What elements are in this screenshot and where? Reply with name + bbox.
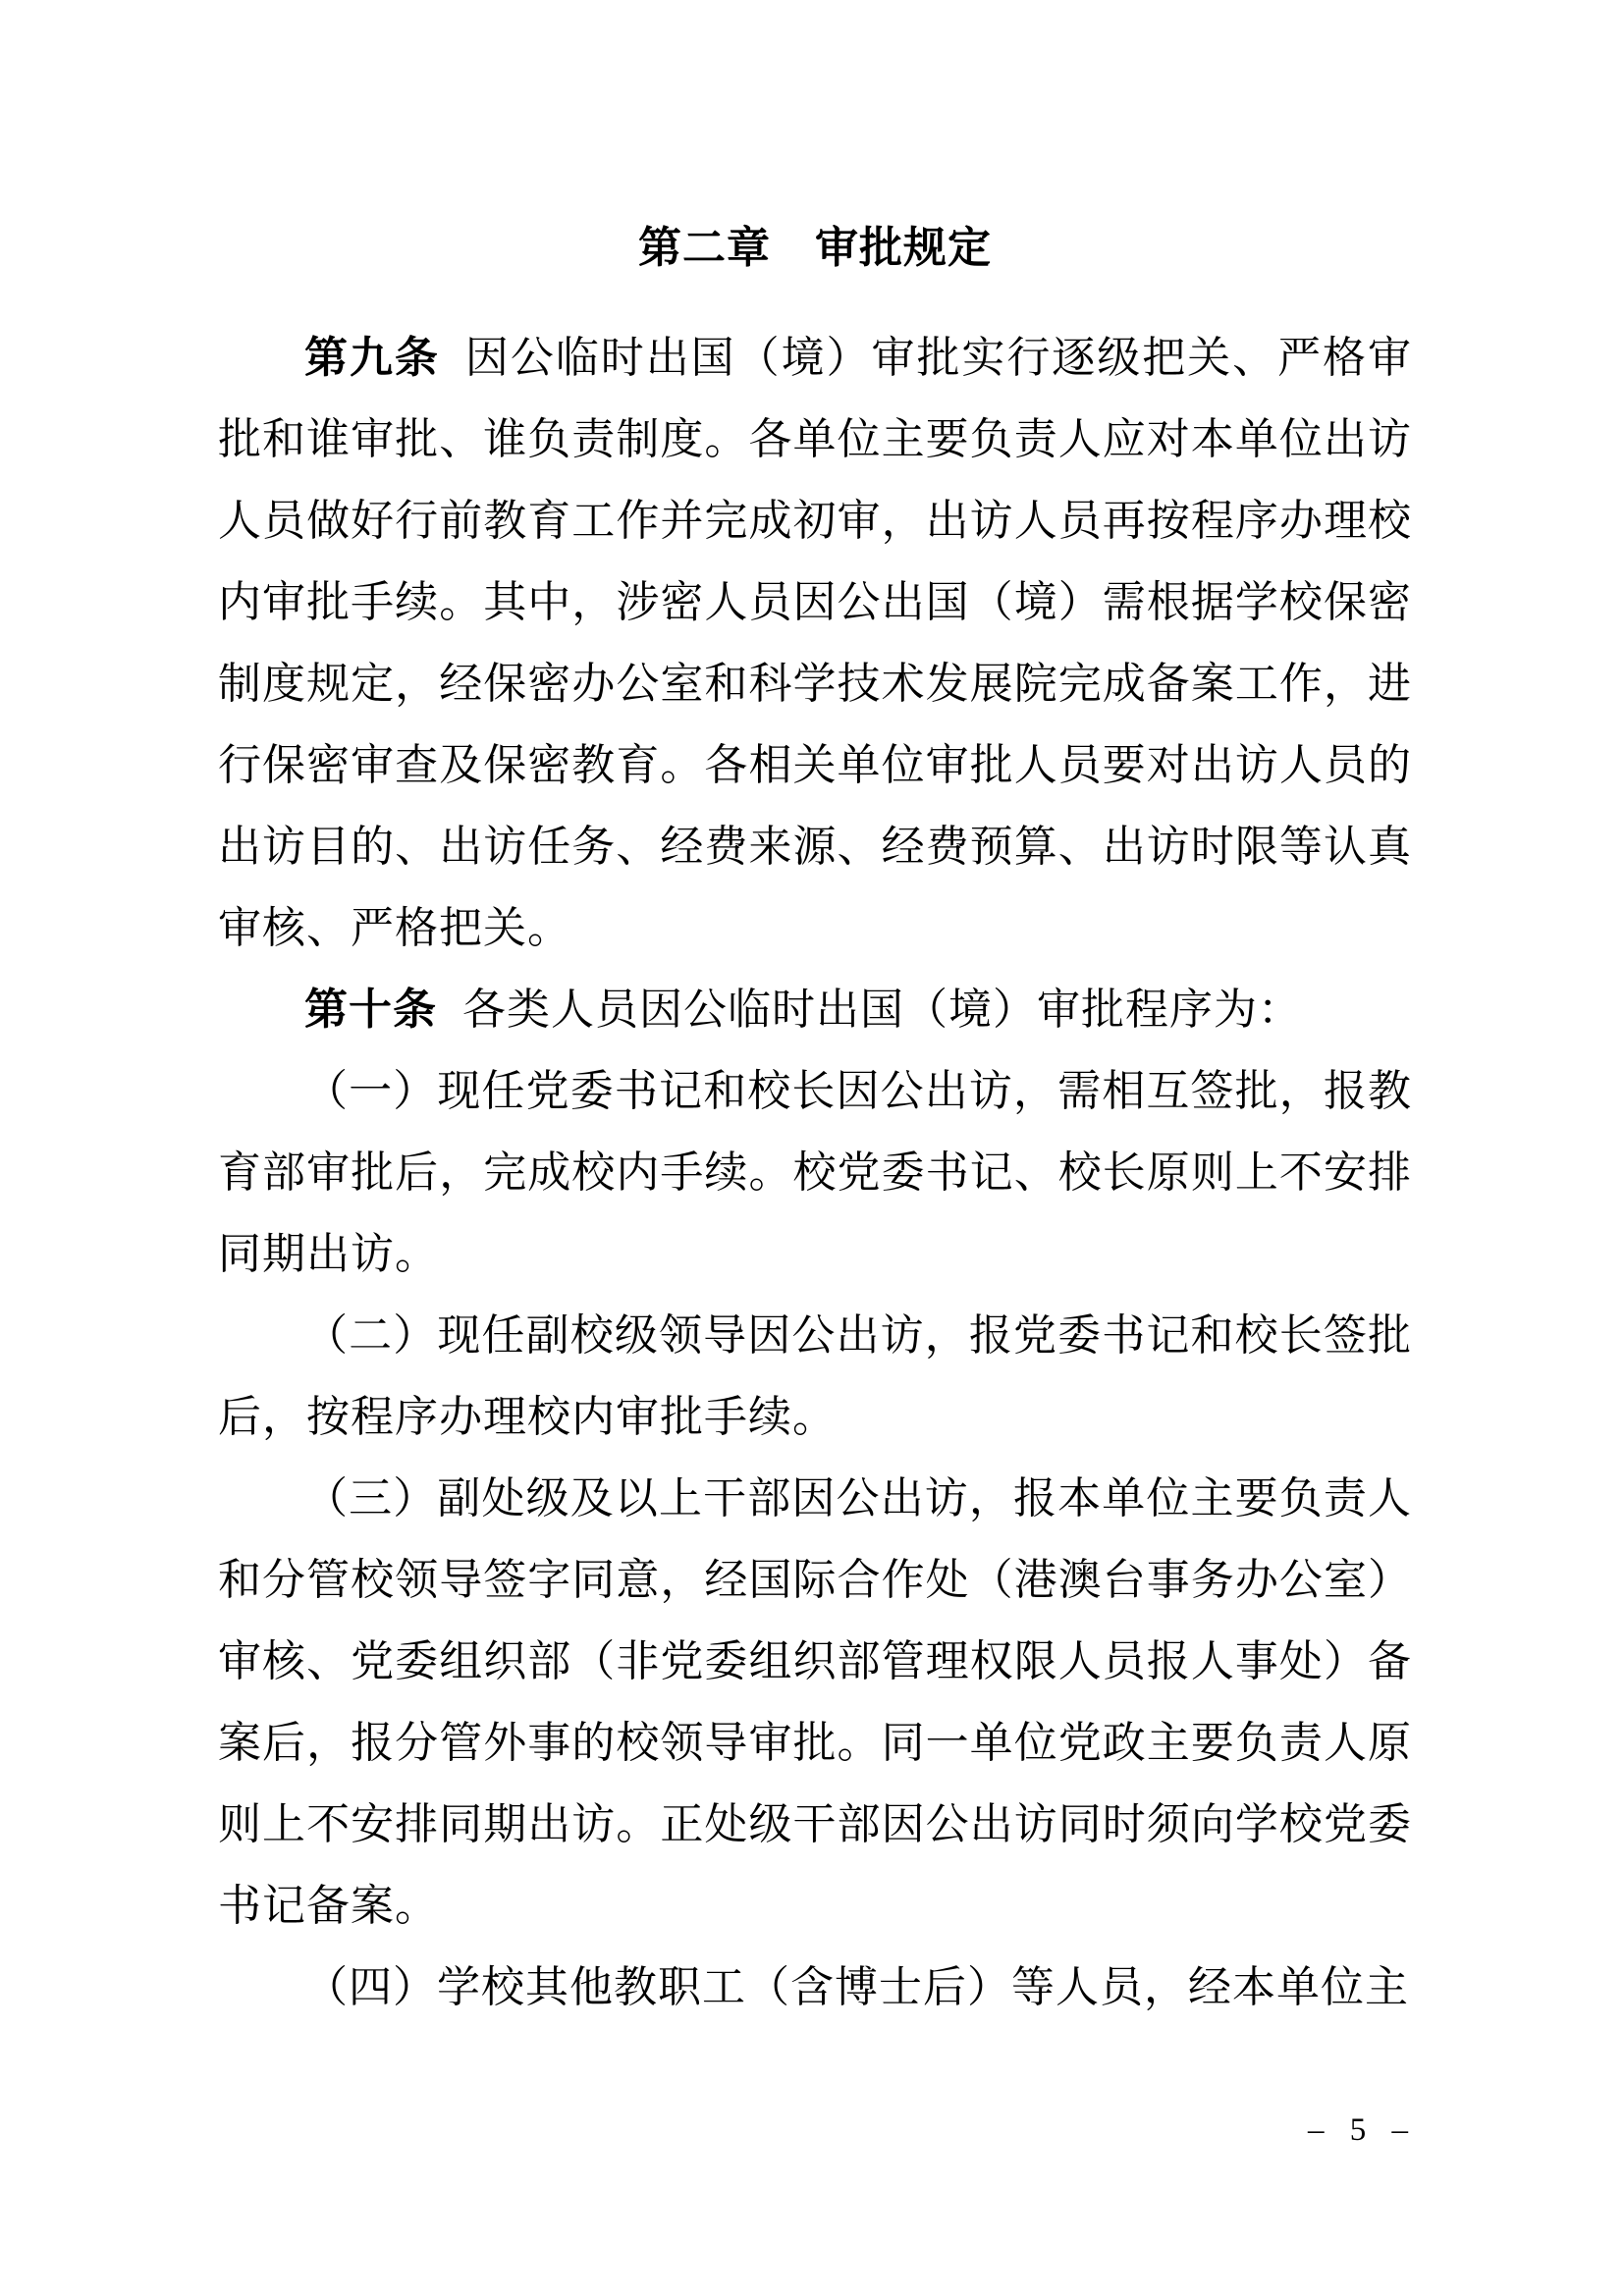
paragraph-text: （三）副处级及以上干部因公出访，报本单位主要负责人和分管校领导签字同意，经国际合作处（港澳台事务办公室）审核、党委组织部（非党委组织部管理权限人员报人事处）备案后，报分管外事的校领导审批。同一单位党政主要负责人原则上不安排同期出访。正处级干部因公出访同时须向学校党委书记备案。 [218, 1474, 1412, 1930]
document-page [218, 207, 1412, 2028]
paragraph-text: 各类人员因公临时出国（境）审批程序为： [462, 986, 1302, 1034]
article-number: 第十条 [304, 986, 437, 1034]
paragraph-item-2 [218, 1295, 1412, 1458]
paragraph-text: 因公临时出国（境）审批实行逐级把关、严格审批和谁审批、谁负责制度。各单位主要负责人应对本单位出访人员做好行前教育工作并完成初审，出访人员再按程序办理校内审批手续。其中，涉密人员因公出国（境）需根据学校保密制度规定，经保密办公室和科学技术发展院完成备案工作，进行保密审查及保密教育。各相关单位审批人员要对出访人员的出访目的、出访任务、经费来源、经费预算、出访时限等认真审核、严格把关。 [218, 334, 1413, 952]
page-number: – 5 – [1308, 2112, 1412, 2148]
paragraph-text: （二）现任副校级领导因公出访，报党委书记和校长签批后，按程序办理校内审批手续。 [218, 1311, 1412, 1441]
paragraph-item-3 [218, 1458, 1412, 1947]
paragraph-item-4 [218, 1947, 1412, 2028]
chapter-title: 第二章 审批规定 [638, 224, 992, 272]
paragraph-article-9 [218, 317, 1412, 969]
paragraph-text: （一）现任党委书记和校长因公出访，需相互签批，报教育部审批后，完成校内手续。校党委书记、校长原则上不安排同期出访。 [218, 1067, 1412, 1278]
paragraph-article-10 [218, 969, 1412, 1050]
article-number: 第九条 [304, 334, 440, 382]
paragraph-item-1 [218, 1050, 1412, 1295]
paragraph-text: （四）学校其他教职工（含博士后）等人员，经本单位主 [304, 1963, 1409, 2011]
